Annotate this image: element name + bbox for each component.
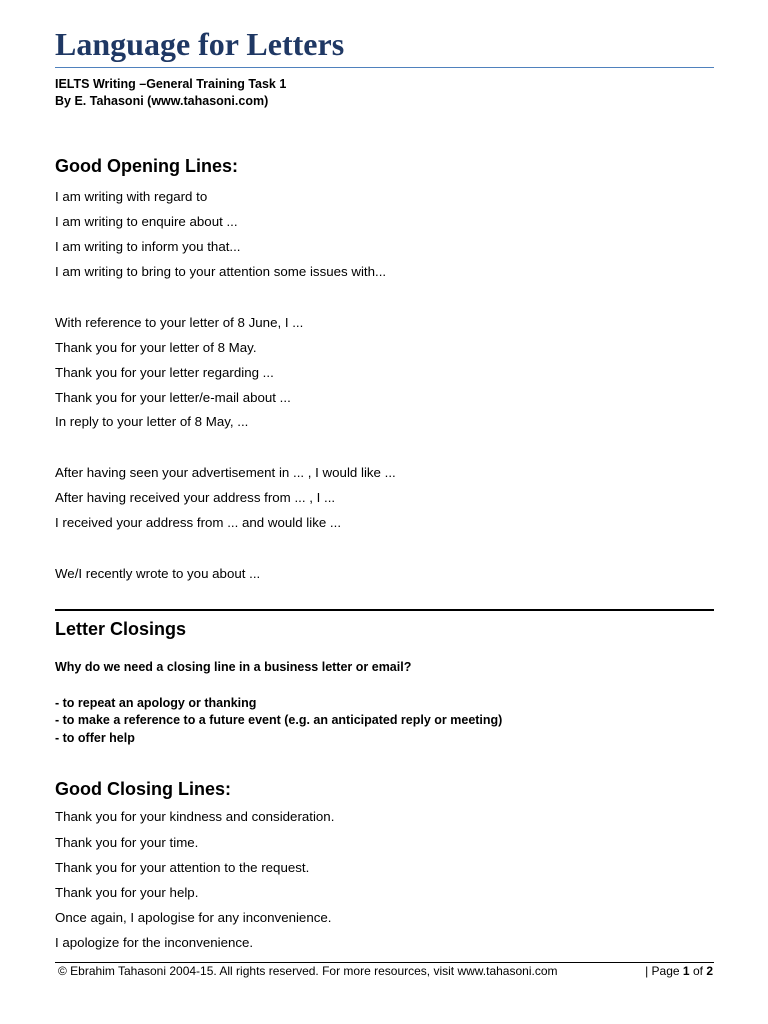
opening-line: Thank you for your letter of 8 May.	[55, 340, 257, 355]
opening-line: We/I recently wrote to you about ...	[55, 566, 261, 581]
closing-line: Thank you for your attention to the request.	[55, 860, 310, 875]
closing-line: Thank you for your help.	[55, 885, 199, 900]
closing-lines-heading: Good Closing Lines:	[55, 779, 231, 799]
closing-question: Why do we need a closing line in a business letter or email?	[55, 660, 412, 674]
opening-line: I am writing to bring to your attention some issues with...	[55, 264, 387, 279]
opening-line: With reference to your letter of 8 June, I ...	[55, 315, 304, 330]
footer-copyright: © Ebrahim Tahasoni 2004-15. All rights reserved. For more resources, visit www.tahasoni.com	[58, 964, 558, 978]
opening-line: I received your address from ... and would like ...	[55, 515, 342, 530]
section-divider	[55, 609, 714, 611]
opening-line: After having received your address from ... , I ...	[55, 490, 336, 505]
closing-line: Thank you for your kindness and consideration.	[55, 809, 335, 824]
opening-line: I am writing to inform you that...	[55, 239, 241, 254]
subtitle-task: IELTS Writing –General Training Task 1	[55, 77, 287, 91]
opening-line: After having seen your advertisement in ... , I would like ...	[55, 465, 396, 480]
subtitle-author: By E. Tahasoni (www.tahasoni.com)	[55, 94, 269, 108]
page-title: Language for Letters	[55, 26, 345, 62]
opening-lines-heading: Good Opening Lines:	[55, 156, 238, 176]
page-of: of	[692, 964, 703, 978]
page-total: 2	[706, 964, 713, 978]
footer-divider	[55, 962, 714, 963]
opening-line: I am writing with regard to	[55, 189, 208, 204]
opening-line: In reply to your letter of 8 May, ...	[55, 414, 249, 429]
closing-line: Once again, I apologise for any inconvenience.	[55, 910, 332, 925]
page-prefix: | Page	[645, 964, 680, 978]
closing-reason: - to offer help	[55, 731, 135, 745]
letter-closings-heading: Letter Closings	[55, 619, 187, 639]
page-number	[645, 964, 713, 979]
closing-line: I apologize for the inconvenience.	[55, 935, 254, 950]
closing-reason: - to make a reference to a future event (e.g. an anticipated reply or meeting)	[55, 713, 503, 727]
opening-line: I am writing to enquire about ...	[55, 214, 238, 229]
title-divider	[55, 67, 714, 68]
page-current: 1	[682, 964, 690, 978]
opening-line: Thank you for your letter/e-mail about ...	[55, 390, 291, 405]
opening-line: Thank you for your letter regarding ...	[55, 365, 274, 380]
closing-line: Thank you for your time.	[55, 835, 199, 850]
closing-reason: - to repeat an apology or thanking	[55, 696, 257, 710]
